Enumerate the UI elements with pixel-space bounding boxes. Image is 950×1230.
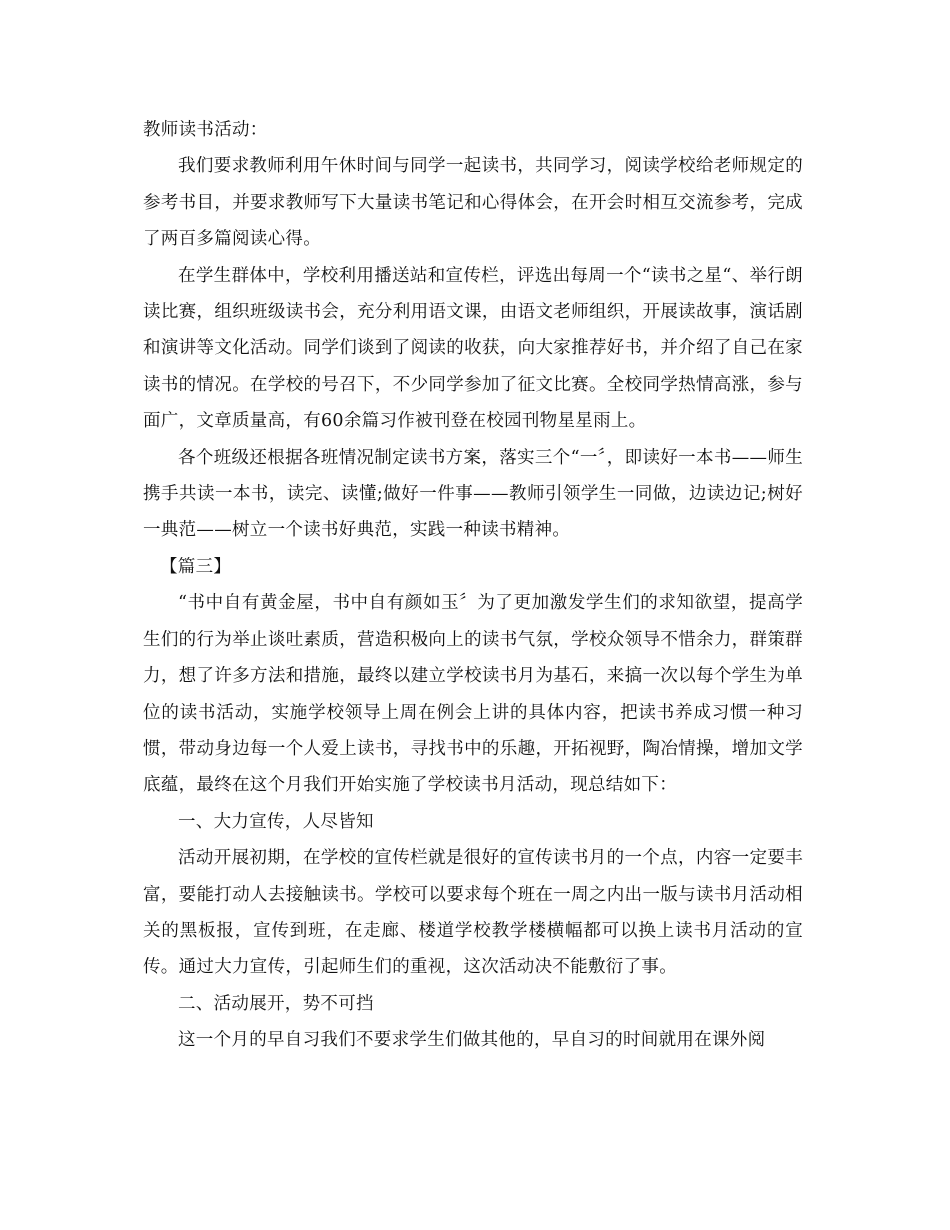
- paragraph-teacher-reading: 我们要求教师利用午休时间与同学一起读书，共同学习，阅读学校给老师规定的参考书目，并要求教师写下大量读书笔记和心得体会，在开会时相互交流参考，完成了两百多篇阅读心得。: [143, 156, 803, 250]
- paragraph-student-activities: 在学生群体中，学校利用播送站和宣传栏，评选出每周一个“读书之星“、举行朗读比赛，组织班级读书会，充分利用语文课，由语文老师组织，开展读故事，演话剧和演讲等文化活动。同学们谈到了阅读的收获，向大家推荐好书，并介绍了自己在家读书的情况。在学校的号召下，不少同学参加了征文比赛。全校同学热情高涨，参与面广，文章质量高，有60余篇习作被刊登在校园刊物星星雨上。: [143, 265, 803, 432]
- paragraph-promotion: 活动开展初期，在学校的宣传栏就是很好的宣传读书月的一个点，内容一定要丰富，要能打动人去接触读书。学校可以要求每个班在一周之内出一版与读书月活动相关的黑板报，宣传到班，在走廊、楼道学校教学楼横幅都可以换上读书月活动的宣传。通过大力宣传，引起师生们的重视，这次活动决不能敷衍了事。: [143, 848, 803, 978]
- document-body: [143, 112, 803, 1059]
- section-intro-line: 教师读书活动：: [143, 120, 268, 140]
- subheading-activities: 二、活动展开，势不可挡: [178, 993, 374, 1014]
- paragraph-reading-month-intro: “书中自有黄金屋，书中自有颜如玉〞为了更加激发学生们的求知欲望，提高学生们的行为举止谈吐素质，营造积极向上的读书气氛，学校众领导不惜余力，群策群力，想了许多方法和措施，最终以建立学校读书月为基石，来搞一次以每个学生为单位的读书活动，实施学校领导上周在例会上讲的具体内容，把读书养成习惯一种习惯，带动身边每一个人爱上读书，寻找书中的乐趣，开拓视野，陶冶情操，增加文学底蕴，最终在这个月我们开始实施了学校读书月活动，现总结如下：: [143, 593, 803, 796]
- section-heading-part-three: 【篇三】: [160, 556, 232, 577]
- paragraph-class-plans: 各个班级还根据各班情况制定读书方案，落实三个“一〞，即读好一本书——师生携手共读一本书，读完、读懂;做好一件事——教师引领学生一同做，边读边记;树好一典范——树立一个读书好典范，实践一种读书精神。: [143, 447, 803, 541]
- paragraph-morning-study: 这一个月的早自习我们不要求学生们做其他的，早自习的时间就用在课外阅: [178, 1030, 766, 1051]
- subheading-promotion: 一、大力宣传，人尽皆知: [178, 811, 374, 832]
